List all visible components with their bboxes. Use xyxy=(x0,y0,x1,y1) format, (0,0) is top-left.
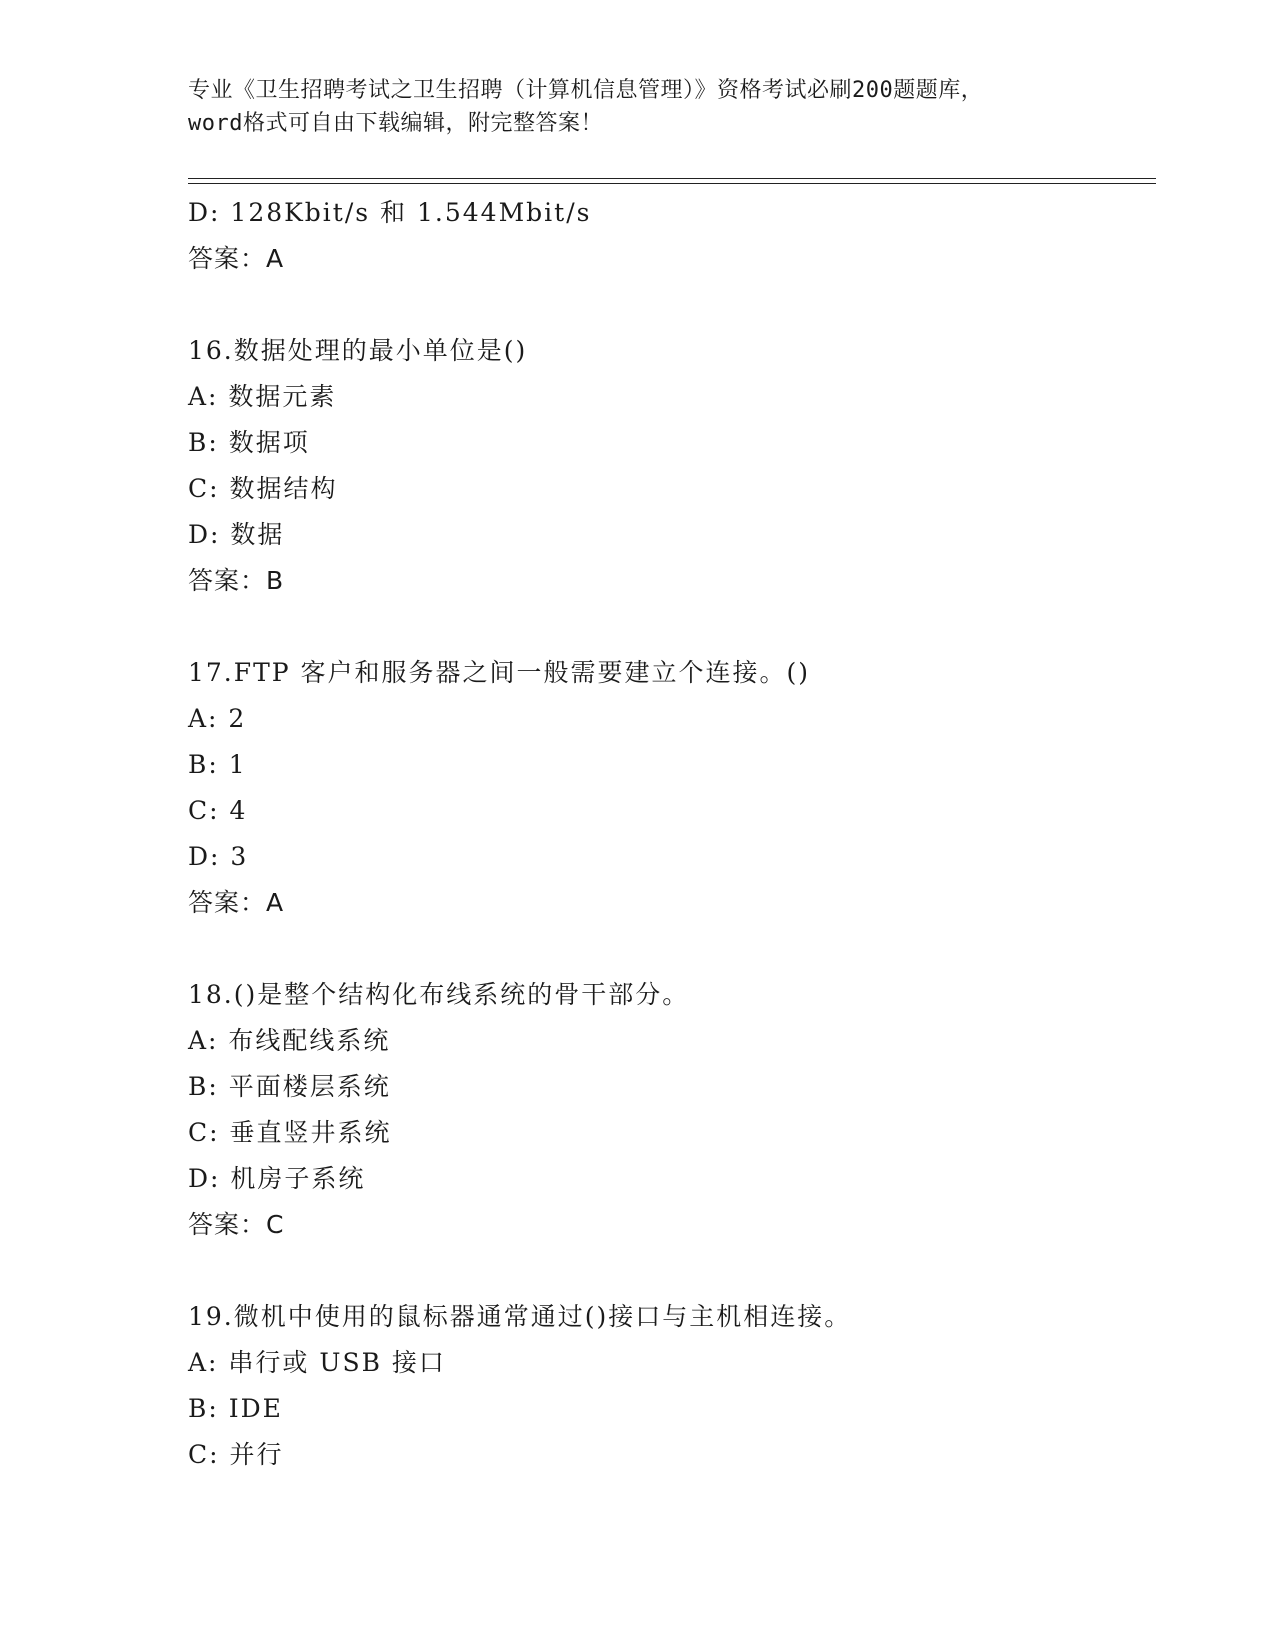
spacer xyxy=(188,1248,1156,1294)
option-d: D: 128Kbit/s 和 1.544Mbit/s xyxy=(188,198,592,227)
answer-line: 答案：C xyxy=(188,1210,285,1239)
option-d: D: 数据 xyxy=(188,520,285,549)
question-stem: 16.数据处理的最小单位是() xyxy=(188,336,528,365)
option-c: C: 4 xyxy=(188,796,248,825)
spacer xyxy=(188,926,1156,972)
option-a: A: 串行或 USB 接口 xyxy=(188,1348,446,1377)
option-b: B: 平面楼层系统 xyxy=(188,1072,391,1101)
question-18 xyxy=(188,972,1156,1248)
spacer xyxy=(188,604,1156,650)
option-a: A: 布线配线系统 xyxy=(188,1026,391,1055)
option-c: C: 垂直竖井系统 xyxy=(188,1118,392,1147)
question-17 xyxy=(188,650,1156,926)
option-c: C: 数据结构 xyxy=(188,474,338,503)
option-a: A: 2 xyxy=(188,704,247,733)
header-line-2: word格式可自由下载编辑，附完整答案！ xyxy=(188,111,603,136)
option-a: A: 数据元素 xyxy=(188,382,337,411)
header-divider-bottom xyxy=(188,183,1156,184)
answer-line: 答案：B xyxy=(188,566,285,595)
document-header xyxy=(188,74,1088,140)
question-stem: 17.FTP 客户和服务器之间一般需要建立个连接。() xyxy=(188,658,811,687)
option-c: C: 并行 xyxy=(188,1440,284,1469)
header-line-1: 专业《卫生招聘考试之卫生招聘（计算机信息管理）》资格考试必刷200题题库， xyxy=(188,78,984,103)
question-19 xyxy=(188,1294,1156,1478)
header-divider-top xyxy=(188,178,1156,179)
option-d: D: 3 xyxy=(188,842,249,871)
spacer xyxy=(188,282,1156,328)
answer-line: 答案：A xyxy=(188,244,285,273)
question-16 xyxy=(188,328,1156,604)
option-b: B: IDE xyxy=(188,1394,283,1423)
question-list xyxy=(188,190,1156,1478)
answer-line: 答案：A xyxy=(188,888,285,917)
question-stem: 18.()是整个结构化布线系统的骨干部分。 xyxy=(188,980,690,1009)
continued-question xyxy=(188,190,1156,282)
option-b: B: 1 xyxy=(188,750,247,779)
option-d: D: 机房子系统 xyxy=(188,1164,366,1193)
option-b: B: 数据项 xyxy=(188,428,310,457)
question-stem: 19.微机中使用的鼠标器通常通过()接口与主机相连接。 xyxy=(188,1302,852,1331)
